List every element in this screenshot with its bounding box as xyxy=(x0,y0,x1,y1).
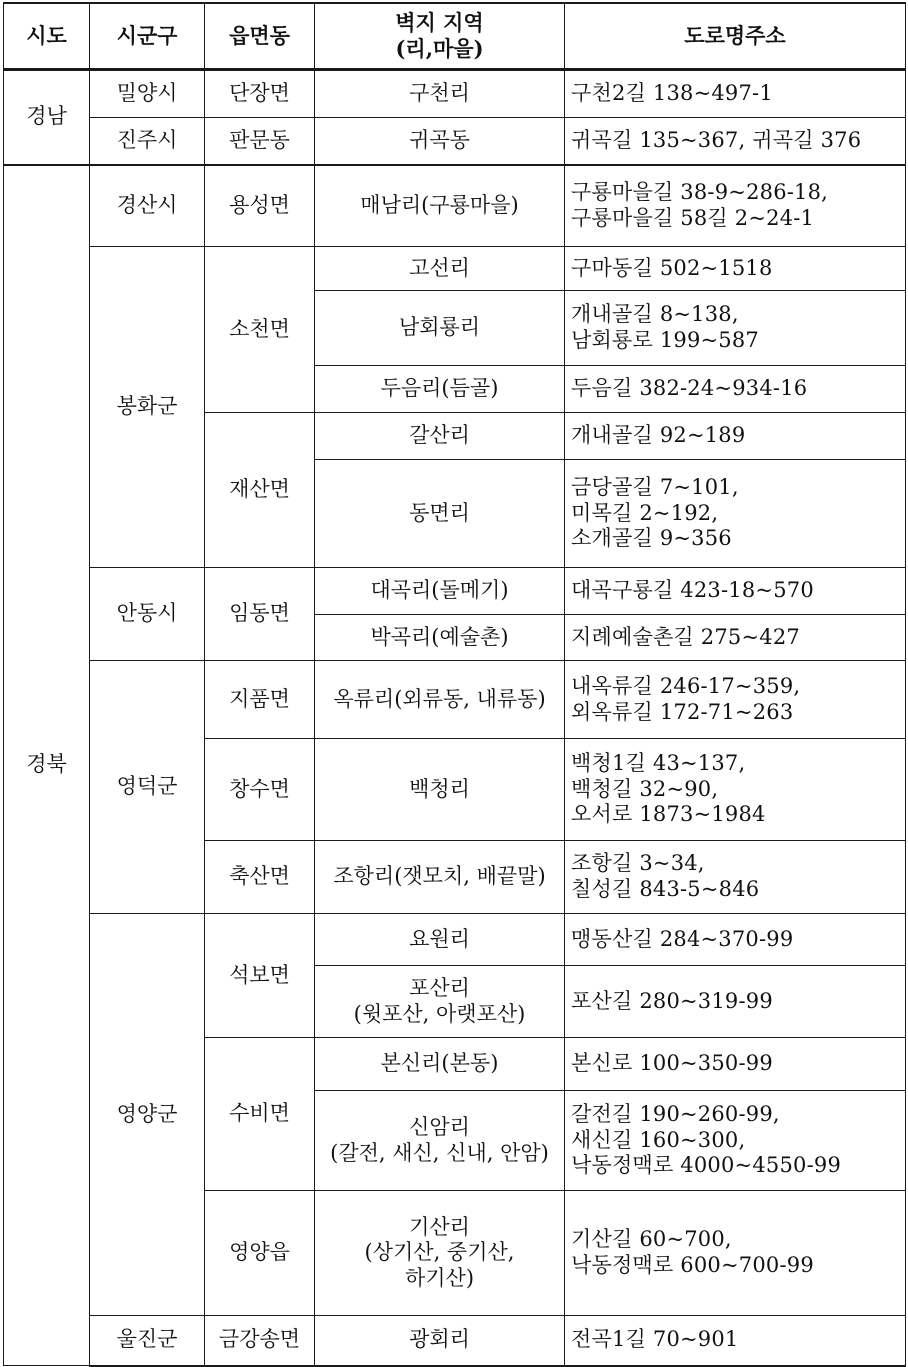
road-line: 개내골길 8~138, xyxy=(571,302,739,327)
road-line: 두음길 382-24~934-16 xyxy=(571,376,808,401)
table-row xyxy=(4,1316,906,1366)
table-row xyxy=(4,568,906,615)
area-cell xyxy=(315,1038,565,1091)
road-line: 대곡구룡길 423-18~570 xyxy=(571,578,814,603)
road-line: 백청길 32~90, xyxy=(571,776,719,801)
sigungu-cell-yeongyang: 영양군 xyxy=(90,914,205,1316)
area-cell xyxy=(315,366,565,413)
road-line: 구천2길 138~497-1 xyxy=(571,81,773,106)
area-line: 매남리(구룡마을) xyxy=(360,192,519,217)
area-line: 하기산) xyxy=(404,1265,475,1290)
road-line: 새신길 160~300, xyxy=(571,1127,746,1152)
area-line: 고선리 xyxy=(409,255,470,280)
table-row xyxy=(4,70,906,118)
road-cell xyxy=(565,739,906,841)
area-line: 귀곡동 xyxy=(409,127,470,152)
road-line: 소개골길 9~356 xyxy=(571,526,732,551)
area-cell xyxy=(315,291,565,366)
eupmyeondong-cell-yeongyang-eup: 영양읍 xyxy=(205,1191,315,1316)
header-sigungu: 시군구 xyxy=(90,3,205,70)
road-line: 낙동정맥로 600~700-99 xyxy=(571,1253,814,1277)
road-cell xyxy=(565,1038,906,1091)
road-line: 전곡1길 70~901 xyxy=(571,1327,739,1352)
road-line: 지례예술촌길 275~427 xyxy=(571,624,800,649)
road-cell xyxy=(565,841,906,914)
area-cell xyxy=(315,966,565,1038)
area-line: 요원리 xyxy=(409,926,470,951)
road-line: 내옥류길 246-17~359, xyxy=(571,673,801,698)
area-cell xyxy=(315,568,565,615)
eupmyeondong-cell-geumgangsong: 금강송면 xyxy=(205,1316,315,1366)
road-line: 남회룡로 199~587 xyxy=(571,328,759,352)
eupmyeondong-cell-chuksan: 축산면 xyxy=(205,841,315,914)
road-cell xyxy=(565,568,906,615)
road-line: 구마동길 502~1518 xyxy=(571,255,773,280)
road-cell xyxy=(565,413,906,460)
area-cell xyxy=(315,70,565,118)
road-line: 기산길 60~700, xyxy=(571,1227,732,1252)
area-cell xyxy=(315,1091,565,1191)
road-line: 맹동산길 284~370-99 xyxy=(571,926,794,951)
road-cell xyxy=(565,70,906,118)
road-line: 갈전길 190~260-99, xyxy=(571,1102,780,1127)
road-cell xyxy=(565,661,906,739)
road-cell xyxy=(565,247,906,291)
header-eupmyeondong: 읍면동 xyxy=(205,3,315,70)
eupmyeondong-cell-danjang: 단장면 xyxy=(205,70,315,118)
road-line: 구룡마을길 58길 2~24-1 xyxy=(571,205,815,230)
road-line: 본신로 100~350-99 xyxy=(571,1051,773,1076)
sigungu-cell-miryang: 밀양시 xyxy=(90,70,205,118)
road-line: 미목길 2~192, xyxy=(571,500,719,525)
header-remote-area xyxy=(315,3,565,70)
table-header-row xyxy=(4,3,906,70)
road-line: 낙동정맥로 4000~4550-99 xyxy=(571,1153,842,1178)
table-row xyxy=(4,661,906,739)
eupmyeondong-cell-panmun: 판문동 xyxy=(205,118,315,165)
area-cell xyxy=(315,841,565,914)
table-row xyxy=(4,247,906,291)
area-cell xyxy=(315,165,565,247)
area-cell xyxy=(315,914,565,966)
area-line: (갈전, 새신, 신내, 안암) xyxy=(330,1140,549,1165)
header-road-address: 도로명주소 xyxy=(565,3,906,70)
road-line: 포산길 280~319-99 xyxy=(571,988,773,1013)
eupmyeondong-cell-socheon: 소천면 xyxy=(205,247,315,413)
area-line: 구천리 xyxy=(409,81,470,106)
area-line: 기산리 xyxy=(409,1214,470,1239)
area-cell xyxy=(315,661,565,739)
sigungu-cell-jinju: 진주시 xyxy=(90,118,205,165)
area-line: 광회리 xyxy=(409,1327,470,1352)
sigungu-cell-bonghwa: 봉화군 xyxy=(90,247,205,568)
area-cell xyxy=(315,118,565,165)
eupmyeondong-cell-jipum: 지품면 xyxy=(205,661,315,739)
remote-area-address-table xyxy=(3,2,906,1367)
sido-cell-gyeongbuk: 경북 xyxy=(4,165,90,1366)
area-cell xyxy=(315,413,565,460)
sigungu-cell-andong: 안동시 xyxy=(90,568,205,661)
table-row xyxy=(4,914,906,966)
road-cell xyxy=(565,460,906,568)
area-line: 본신리(본동) xyxy=(380,1051,499,1076)
header-remote-area-line2: (리,마을) xyxy=(395,36,484,61)
eupmyeondong-cell-yongseong: 용성면 xyxy=(205,165,315,247)
eupmyeondong-cell-seokbo: 석보면 xyxy=(205,914,315,1038)
area-cell xyxy=(315,615,565,661)
road-cell xyxy=(565,914,906,966)
area-line: 신암리 xyxy=(409,1114,470,1139)
area-line: 옥류리(외류동, 내류동) xyxy=(333,686,546,711)
sido-cell-gyeongnam: 경남 xyxy=(4,70,90,165)
road-cell xyxy=(565,366,906,413)
area-line: 조항리(잿모치, 배끝말) xyxy=(333,864,546,889)
road-line: 외옥류길 172-71~263 xyxy=(571,699,794,724)
header-remote-area-line1: 벽지 지역 xyxy=(395,10,484,36)
road-cell xyxy=(565,615,906,661)
area-line: 갈산리 xyxy=(409,423,470,448)
area-cell xyxy=(315,739,565,841)
header-sido: 시도 xyxy=(4,3,90,70)
road-cell xyxy=(565,118,906,165)
area-line: 두음리(듬골) xyxy=(380,376,499,401)
road-cell xyxy=(565,1191,906,1316)
area-line: 박곡리(예술촌) xyxy=(370,624,509,649)
road-cell xyxy=(565,165,906,247)
area-cell xyxy=(315,460,565,568)
sigungu-cell-gyeongsan: 경산시 xyxy=(90,165,205,247)
road-cell xyxy=(565,291,906,366)
eupmyeondong-cell-jaesan: 재산면 xyxy=(205,413,315,568)
road-cell xyxy=(565,1091,906,1191)
area-line: 포산리 xyxy=(409,975,470,1000)
table-row xyxy=(4,165,906,247)
road-line: 칠성길 843-5~846 xyxy=(571,877,760,901)
road-line: 귀곡길 135~367, 귀곡길 376 xyxy=(571,127,862,152)
eupmyeondong-cell-subi: 수비면 xyxy=(205,1038,315,1191)
area-cell xyxy=(315,247,565,291)
eupmyeondong-cell-imdong: 임동면 xyxy=(205,568,315,661)
road-line: 금당골길 7~101, xyxy=(571,475,739,500)
road-line: 개내골길 92~189 xyxy=(571,423,746,448)
area-line: (상기산, 중기산, xyxy=(364,1240,515,1265)
sigungu-cell-uljin: 울진군 xyxy=(90,1316,205,1366)
road-line: 구룡마을길 38-9~286-18, xyxy=(571,180,829,205)
road-line: 조항길 3~34, xyxy=(571,851,705,876)
road-cell xyxy=(565,966,906,1038)
area-line: 동면리 xyxy=(409,500,470,525)
road-line: 백청1길 43~137, xyxy=(571,751,746,776)
road-line: 오서로 1873~1984 xyxy=(571,802,766,827)
area-line: (윗포산, 아랫포산) xyxy=(353,1001,526,1026)
area-cell xyxy=(315,1316,565,1366)
sigungu-cell-yeongdeok: 영덕군 xyxy=(90,661,205,914)
table-row xyxy=(4,118,906,165)
area-line: 백청리 xyxy=(409,776,470,801)
area-line: 대곡리(돌메기) xyxy=(370,578,509,603)
area-cell xyxy=(315,1191,565,1316)
area-line: 남회룡리 xyxy=(398,315,481,340)
road-cell xyxy=(565,1316,906,1366)
eupmyeondong-cell-changsu: 창수면 xyxy=(205,739,315,841)
